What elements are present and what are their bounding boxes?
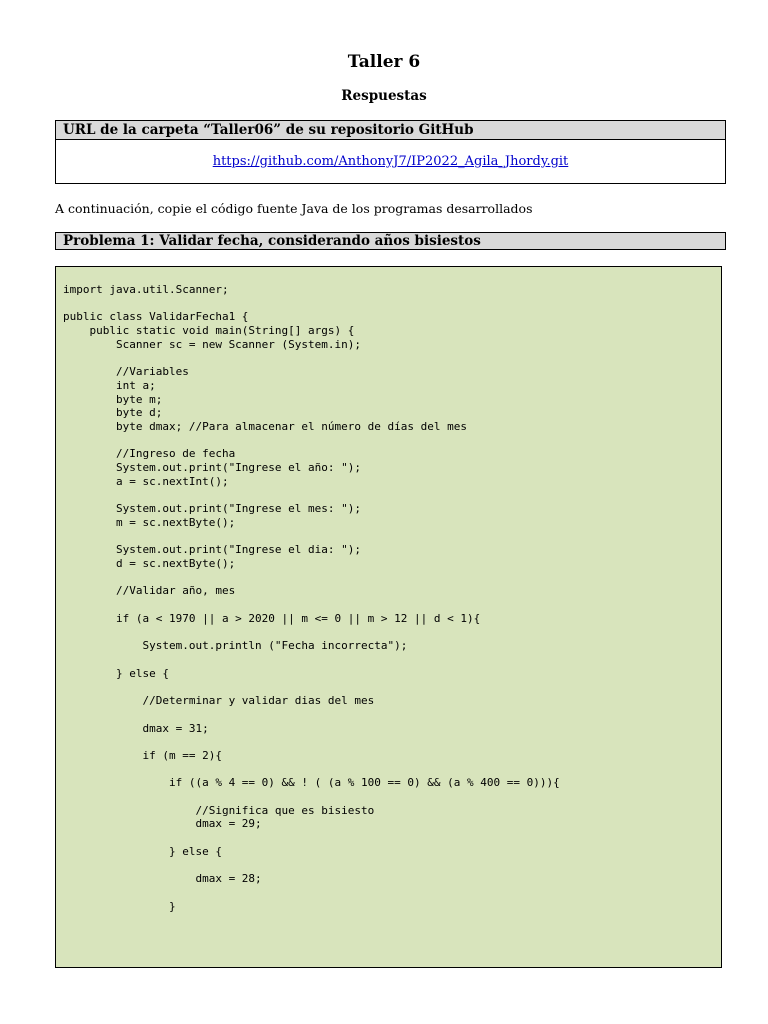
github-repo-link[interactable]: https://github.com/AnthonyJ7/IP2022_Agila_Jhordy.git	[212, 154, 569, 169]
url-box	[55, 120, 726, 184]
url-box-header: URL de la carpeta “Taller06” de su repositorio GitHub	[56, 121, 725, 140]
document-title: Taller 6	[347, 52, 421, 72]
problem1-header: Problema 1: Validar fecha, considerando años bisiestos	[55, 232, 726, 250]
code-box	[55, 266, 722, 968]
intro-text: A continuación, copie el código fuente Java de los programas desarrollados	[55, 201, 533, 216]
java-code: import java.util.Scanner; public class ValidarFecha1 { public static void main(String[] args) { Scanner sc = new Scanner (System.in); //Variables int a; byte m; byte d; byte dmax; //Para almacenar el número de días del mes //Ingreso de fecha System.out.print("Ingrese el año: "); a = sc.nextInt(); System.out.print("Ingrese el mes: "); m = sc.nextByte(); System.out.print("Ingrese el dia: "); d = sc.nextByte(); //Validar año, mes if (a < 1970 || a > 2020 || m <= 0 || m > 12 || d < 1){ System.out.println ("Fecha incorrecta"); } else { //Determinar y validar dias del mes dmax = 31; if (m == 2){ if ((a % 4 == 0) && ! ( (a % 100 == 0) && (a % 400 == 0))){ //Significa que es bisiesto dmax = 29; } else { dmax = 28; }	[63, 283, 560, 913]
document-subtitle: Respuestas	[341, 88, 427, 104]
